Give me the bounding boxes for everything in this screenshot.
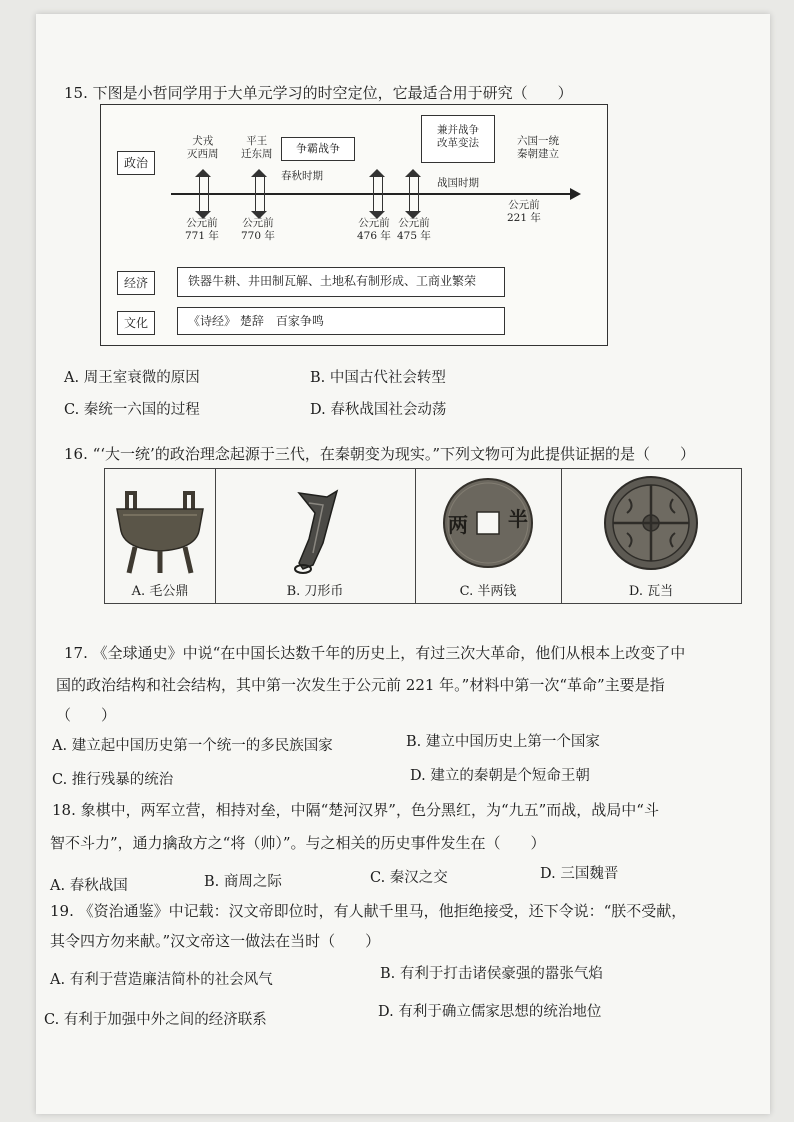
date-771 bbox=[185, 217, 219, 243]
timeline-axis bbox=[171, 193, 571, 195]
q17-option-b[interactable]: B. 建立中国历史上第一个国家 bbox=[406, 734, 600, 750]
event-pingwang-l1: 平王 bbox=[246, 135, 268, 147]
relic-cell-d[interactable] bbox=[561, 469, 741, 603]
coin-glyph-liang: 两 bbox=[448, 513, 468, 537]
event-qin-l1: 六国一统 bbox=[517, 135, 559, 147]
q18-option-a[interactable]: A. 春秋战国 bbox=[50, 878, 128, 894]
date-475-l1: 公元前 bbox=[398, 217, 430, 229]
date-476 bbox=[357, 217, 391, 243]
date-771-l1: 公元前 bbox=[186, 217, 218, 229]
coin-glyph-ban: 半 bbox=[508, 507, 528, 531]
q18-stem-line2: 智不斗力”，通力擒敌方之“将（帅）”。与之相关的历史事件发生在（ ） bbox=[50, 834, 546, 852]
culture-content: 《诗经》 楚辞 百家争鸣 bbox=[177, 307, 505, 335]
economy-content: 铁器牛耕、井田制瓦解、土地私有制形成、工商业繁荣 bbox=[177, 267, 505, 297]
q18-option-d[interactable]: D. 三国魏晋 bbox=[540, 866, 619, 882]
date-221-l2: 221 年 bbox=[507, 212, 541, 224]
arrow-771-icon bbox=[199, 177, 209, 211]
event-pingwang bbox=[241, 135, 273, 161]
event-quanrong-l2: 灭西周 bbox=[187, 148, 219, 160]
date-475 bbox=[397, 217, 431, 243]
q16-relic-table bbox=[104, 468, 742, 604]
q17-answer-blank[interactable]: （ ） bbox=[56, 706, 117, 724]
event-qin-l2: 秦朝建立 bbox=[517, 148, 559, 160]
period-warring-states: 战国时期 bbox=[437, 177, 479, 189]
q19-option-b[interactable]: B. 有利于打击诸侯豪强的嚣张气焰 bbox=[380, 966, 603, 982]
event-pingwang-l2: 迁东周 bbox=[241, 148, 273, 160]
date-770-l1: 公元前 bbox=[242, 217, 274, 229]
q19-option-c[interactable]: C. 有利于加强中外之间的经济联系 bbox=[44, 1012, 267, 1028]
arrow-476-icon bbox=[373, 177, 383, 211]
date-770-l2: 770 年 bbox=[241, 230, 275, 242]
q18-stem-line1: 18. 象棋中，两军立营，相持对垒，中隔“楚河汉界”，色分黑红，为“九五”而战，战局中“斗 bbox=[52, 801, 659, 819]
q17-option-a[interactable]: A. 建立起中国历史第一个统一的多民族国家 bbox=[52, 738, 333, 754]
q15-stem: 15. 下图是小哲同学用于大单元学习的时空定位，它最适合用于研究（ ） bbox=[64, 84, 573, 102]
row-label-culture: 文化 bbox=[117, 311, 155, 335]
q15-option-a[interactable]: A. 周王室衰微的原因 bbox=[64, 370, 200, 386]
row-label-economy: 经济 bbox=[117, 271, 155, 295]
q17-stem-line1: 17. 《全球通史》中说“在中国长达数千年的历史上，有过三次大革命，他们从根本上改变了中 bbox=[64, 644, 686, 662]
arrow-475-icon bbox=[409, 177, 419, 211]
q19-option-a[interactable]: A. 有利于营造廉洁简朴的社会风气 bbox=[50, 972, 273, 988]
event-quanrong bbox=[187, 135, 219, 161]
row-label-politics: 政治 bbox=[117, 151, 155, 175]
event-annexation-box bbox=[421, 115, 495, 163]
date-475-l2: 475 年 bbox=[397, 230, 431, 242]
q15-option-d[interactable]: D. 春秋战国社会动荡 bbox=[310, 402, 447, 418]
q19-option-d[interactable]: D. 有利于确立儒家思想的统治地位 bbox=[378, 1004, 602, 1020]
date-221 bbox=[507, 199, 541, 225]
date-771-l2: 771 年 bbox=[185, 230, 219, 242]
relic-label-a: A. 毛公鼎 bbox=[131, 584, 189, 599]
relic-cell-b[interactable] bbox=[215, 469, 416, 603]
relic-label-d: D. 瓦当 bbox=[628, 584, 674, 599]
event-annexation-l2: 改革变法 bbox=[437, 137, 479, 149]
date-476-l1: 公元前 bbox=[358, 217, 390, 229]
arrow-770-icon bbox=[255, 177, 265, 211]
q15-option-c[interactable]: C. 秦统一六国的过程 bbox=[64, 402, 200, 418]
date-476-l2: 476 年 bbox=[357, 230, 391, 242]
relic-cell-c[interactable] bbox=[415, 469, 562, 603]
q18-option-c[interactable]: C. 秦汉之交 bbox=[370, 870, 448, 886]
q19-stem-line2: 其令四方勿来献。”汉文帝这一做法在当时（ ） bbox=[50, 932, 381, 950]
event-quanrong-l1: 犬戎 bbox=[192, 135, 214, 147]
q15-timeline-diagram bbox=[100, 104, 608, 346]
q17-option-c[interactable]: C. 推行残暴的统治 bbox=[52, 772, 174, 788]
event-annexation-l1: 兼并战争 bbox=[437, 124, 479, 136]
relic-cell-a[interactable] bbox=[105, 469, 216, 603]
q19-stem-line1: 19. 《资治通鉴》中记载：汉文帝即位时，有人献千里马，他拒绝接受，还下令说：“朕不受献， bbox=[50, 902, 687, 920]
q17-option-d[interactable]: D. 建立的秦朝是个短命王朝 bbox=[410, 768, 590, 784]
date-770 bbox=[241, 217, 275, 243]
relic-label-c: C. 半两钱 bbox=[459, 584, 517, 599]
period-spring-autumn: 春秋时期 bbox=[281, 170, 323, 182]
q15-option-b[interactable]: B. 中国古代社会转型 bbox=[310, 370, 446, 386]
q17-stem-line2: 国的政治结构和社会结构，其中第一次发生于公元前 221 年。”材料中第一次“革命”主要是指 bbox=[56, 676, 665, 694]
q16-stem: 16. “‘大一统’的政治理念起源于三代，在秦朝变为现实。”下列文物可为此提供证据的是（ ） bbox=[64, 445, 696, 463]
q18-option-b[interactable]: B. 商周之际 bbox=[204, 874, 282, 890]
relic-label-b: B. 刀形币 bbox=[286, 584, 344, 599]
date-221-l1: 公元前 bbox=[508, 199, 540, 211]
event-qin-unification bbox=[517, 135, 559, 161]
event-hegemony-war: 争霸战争 bbox=[281, 137, 355, 161]
